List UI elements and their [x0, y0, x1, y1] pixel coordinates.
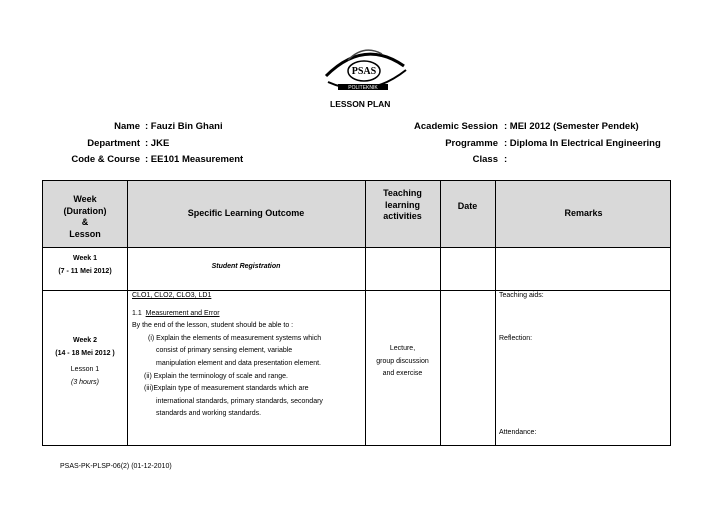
activities-column-header: Teaching learning activities [383, 188, 422, 221]
teaching-aids-label: Teaching aids: [499, 292, 544, 299]
row1-week: Week 1 (7 - 11 Mei 2012) [58, 255, 112, 275]
session-value: : MEI 2012 (Semester Pendek) [504, 121, 639, 132]
topic-heading: 1.1 Measurement and Error [132, 309, 220, 317]
svg-text:POLITEKNIK: POLITEKNIK [348, 85, 378, 91]
name-label: Name [114, 121, 140, 132]
column-divider [440, 181, 441, 445]
objective-item: (iii)Explain type of measurement standards which are [144, 385, 309, 393]
department-label: Department [87, 138, 140, 149]
lesson-plan-table [42, 180, 671, 446]
objective-item: (i) Explain the elements of measurement systems which [148, 334, 322, 342]
department-value: : JKE [145, 138, 170, 149]
date-column-header: Date [457, 201, 478, 211]
row2-week: Week 2 (14 - 18 Mei 2012 ) Lesson 1 (3 hours) [55, 337, 115, 386]
reflection-label: Reflection: [499, 335, 533, 342]
objective-item: manipulation element and data presentation element. [156, 359, 321, 367]
row2-outcome [132, 290, 323, 421]
session-label: Academic Session [414, 121, 498, 132]
course-value: : EE101 Measurement [145, 154, 244, 165]
svg-text:PSAS: PSAS [351, 66, 377, 77]
attendance-label: Attendance: [499, 429, 537, 436]
outcome-column-header: Specific Learning Outcome [187, 208, 305, 218]
name-value: : Fauzi Bin Ghani [145, 121, 223, 132]
objective-item: (ii) Explain the terminology of scale and range. [144, 372, 288, 380]
document-code-footer: PSAS-PK-PLSP-06(2) (01-12-2010) [60, 463, 172, 470]
programme-value: : Diploma In Electrical Engineering [504, 138, 661, 149]
column-divider [127, 181, 128, 445]
objective-item: consist of primary sensing element, variable [156, 347, 293, 355]
objectives-intro: By the end of the lesson, student should be able to : [132, 322, 294, 330]
row-divider [43, 247, 670, 248]
programme-label: Programme [445, 138, 498, 149]
class-label: Class [472, 154, 498, 165]
course-label: Code & Course [71, 154, 140, 165]
class-value: : [504, 154, 508, 165]
clo-reference: CLO1, CLO2, CLO3, LD1 [132, 292, 212, 299]
remarks-column-header: Remarks [564, 208, 603, 218]
row1-outcome: Student Registration [211, 263, 281, 270]
objective-item: standards and working standards. [156, 410, 262, 418]
objective-item: international standards, primary standards, secondary [156, 397, 323, 405]
politeknik-logo [318, 40, 410, 96]
row2-activities: Lecture, group discussion and exercise [376, 345, 429, 378]
week-column-header: Week (Duration) & Lesson [63, 194, 107, 239]
column-divider [495, 181, 496, 445]
document-title: LESSON PLAN [330, 99, 391, 109]
